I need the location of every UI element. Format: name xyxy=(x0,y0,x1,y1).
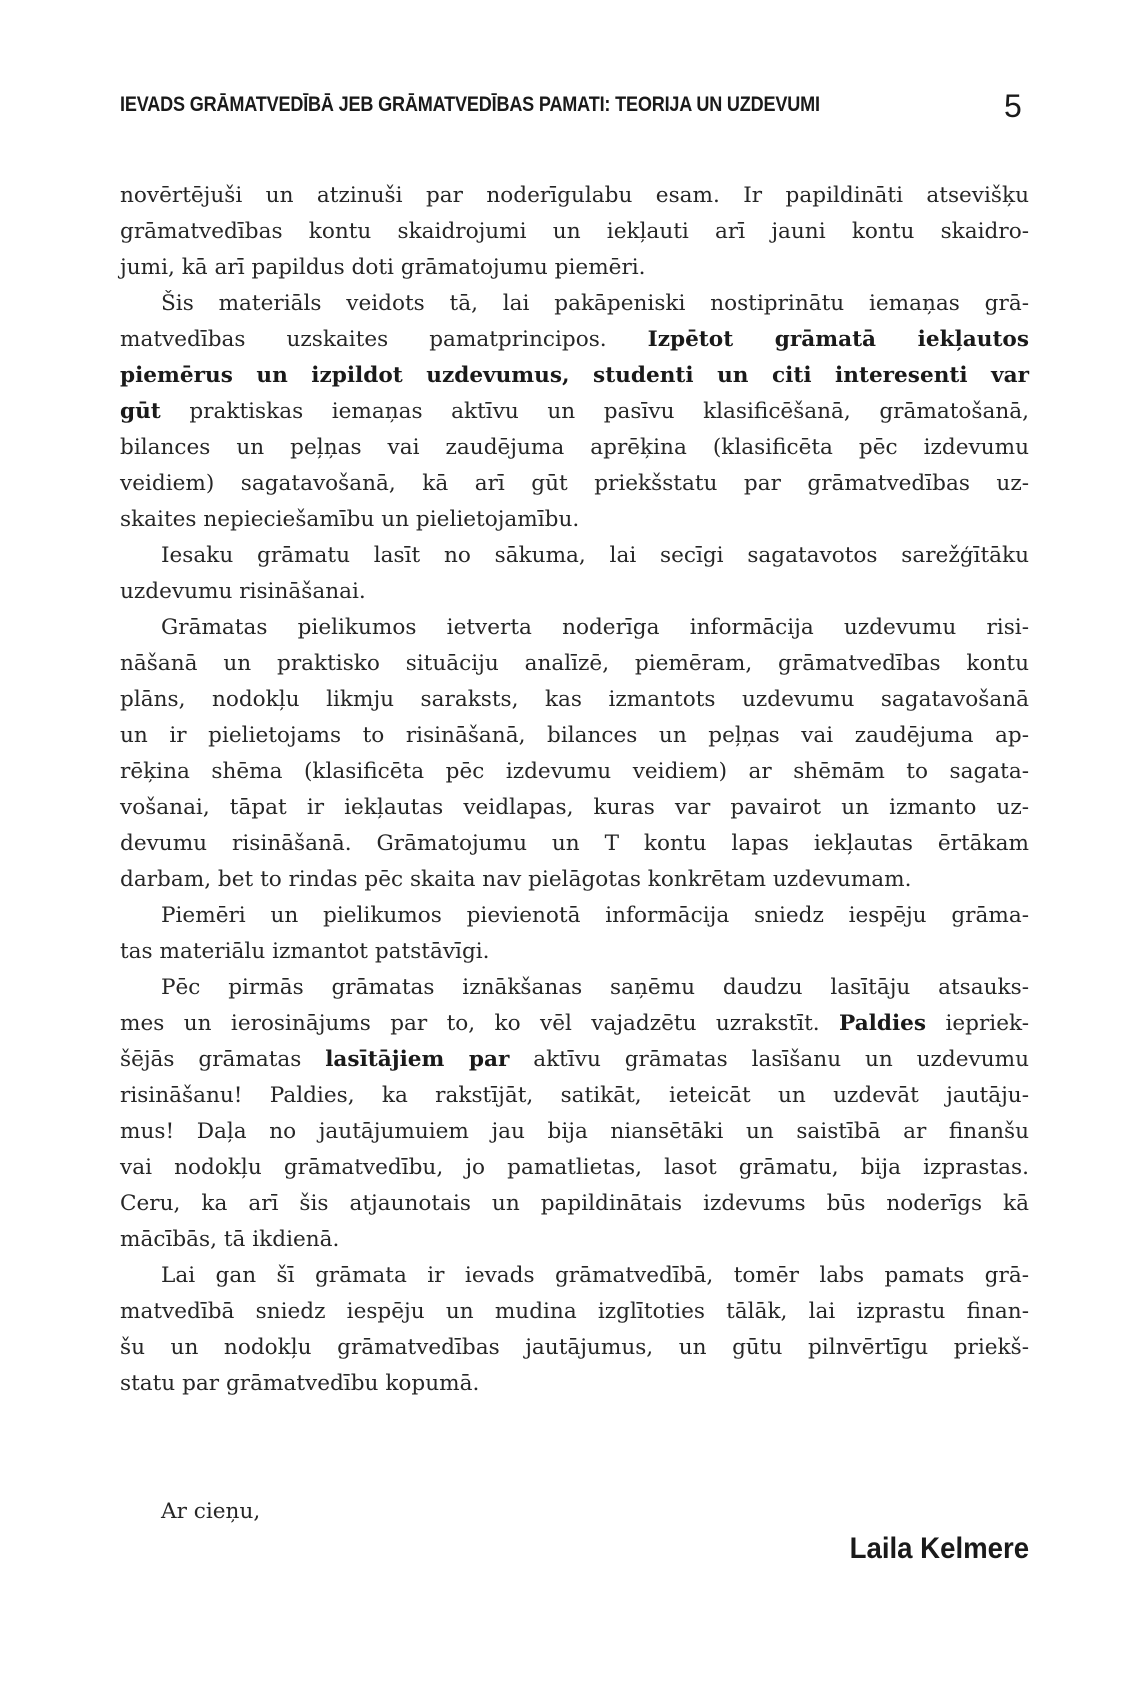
text-line xyxy=(120,1330,1029,1366)
running-header: IEVADS GRĀMATVEDĪBĀ JEB GRĀMATVEDĪBAS PAMATI: TEORIJA UN UZDEVUMI xyxy=(120,93,820,116)
bold-text-segment: gūt xyxy=(120,399,161,424)
text-line xyxy=(120,934,1029,970)
bold-text-segment: piemērus un izpildot uzdevumus, studenti un citi interesenti var xyxy=(120,363,1029,388)
text-segment: šējās grāmatas xyxy=(120,1047,326,1072)
text-line xyxy=(120,826,1029,862)
text-line xyxy=(120,322,1029,358)
text-line xyxy=(120,250,1029,286)
text-line xyxy=(120,1366,1029,1402)
text-line xyxy=(120,1078,1029,1114)
text-segment: šu un nodokļu grāmatvedības jautājumus, un gūtu pilnvērtīgu priekš- xyxy=(120,1335,1029,1360)
text-segment: vai nodokļu grāmatvedību, jo pamatlietas, lasot grāmatu, bija izprastas. xyxy=(120,1155,1029,1180)
text-segment: vošanai, tāpat ir iekļautas veidlapas, kuras var pavairot un izmanto uz- xyxy=(120,795,1029,820)
text-line xyxy=(120,358,1029,394)
text-segment: veidiem) sagatavošanā, kā arī gūt priekšstatu par grāmatvedības uz- xyxy=(120,471,1029,496)
text-segment: Grāmatas pielikumos ietverta noderīga informācija uzdevumu risi- xyxy=(161,615,1029,640)
closing-salutation: Ar cieņu, xyxy=(161,1499,261,1524)
text-segment: nāšanā un praktisko situāciju analīzē, piemēram, grāmatvedības kontu xyxy=(120,651,1029,676)
text-line xyxy=(120,214,1029,250)
text-line xyxy=(120,1150,1029,1186)
text-line xyxy=(120,430,1029,466)
text-segment: risināšanu! Paldies, ka rakstījāt, satikāt, ieteicāt un uzdevāt jautāju- xyxy=(120,1083,1029,1108)
text-segment: mus! Daļa no jautājumuiem jau bija niansētāki un saistībā ar finanšu xyxy=(120,1119,1029,1144)
text-segment: Šis materiāls veidots tā, lai pakāpeniski nostiprinātu iemaņas grā- xyxy=(161,291,1029,316)
text-segment: Ceru, ka arī šis atjaunotais un papildinātais izdevums būs noderīgs kā xyxy=(120,1191,1029,1216)
page-number: 5 xyxy=(1004,88,1022,124)
text-line xyxy=(120,574,1029,610)
text-line xyxy=(120,718,1029,754)
author-signature: Laila Kelmere xyxy=(849,1532,1029,1565)
text-line xyxy=(120,646,1029,682)
text-segment: bilances un peļņas vai zaudējuma aprēķina (klasificēta pēc izdevumu xyxy=(120,435,1029,460)
text-segment: Pēc pirmās grāmatas iznākšanas saņēmu daudzu lasītāju atsauks- xyxy=(161,975,1029,1000)
bold-text-segment: Izpētot grāmatā iekļautos xyxy=(647,327,1029,352)
text-line xyxy=(120,862,1029,898)
text-line xyxy=(120,538,1029,574)
text-line xyxy=(120,970,1029,1006)
text-segment: uzdevumu risināšanai. xyxy=(120,579,366,604)
text-segment: un ir pielietojams to risināšanā, bilances un peļņas vai zaudējuma ap- xyxy=(120,723,1029,748)
text-line xyxy=(120,790,1029,826)
text-segment: plāns, nodokļu likmju saraksts, kas izmantots uzdevumu sagatavošanā xyxy=(120,687,1029,712)
text-line xyxy=(120,1222,1029,1258)
text-line xyxy=(120,178,1029,214)
text-segment: mācībās, tā ikdienā. xyxy=(120,1227,340,1252)
text-segment: Piemēri un pielikumos pievienotā informācija sniedz iespēju grāma- xyxy=(161,903,1029,928)
text-line xyxy=(120,754,1029,790)
text-segment: darbam, bet to rindas pēc skaita nav pielāgotas konkrētam uzdevumam. xyxy=(120,867,912,892)
text-segment: grāmatvedības kontu skaidrojumi un iekļauti arī jauni kontu skaidro- xyxy=(120,219,1029,244)
text-line xyxy=(120,898,1029,934)
text-segment: mes un ierosinājums par to, ko vēl vajadzētu uzrakstīt. xyxy=(120,1011,840,1036)
text-line xyxy=(120,1114,1029,1150)
text-segment: statu par grāmatvedību kopumā. xyxy=(120,1371,480,1396)
bold-text-segment: Paldies xyxy=(839,1011,927,1036)
text-segment: jumi, kā arī papildus doti grāmatojumu piemēri. xyxy=(120,255,646,280)
text-line xyxy=(120,610,1029,646)
text-segment: Lai gan šī grāmata ir ievads grāmatvedībā, tomēr labs pamats grā- xyxy=(161,1263,1029,1288)
text-line xyxy=(120,1294,1029,1330)
text-segment: matvedībā sniedz iespēju un mudina izglītoties tālāk, lai izprastu finan- xyxy=(120,1299,1029,1324)
text-segment: aktīvu grāmatas lasīšanu un uzdevumu xyxy=(509,1047,1030,1072)
text-line xyxy=(120,1258,1029,1294)
text-segment: rēķina shēma (klasificēta pēc izdevumu veidiem) ar shēmām to sagata- xyxy=(120,759,1029,784)
bold-text-segment: lasītājiem par xyxy=(325,1047,510,1072)
text-line xyxy=(120,1186,1029,1222)
text-segment: tas materiālu izmantot patstāvīgi. xyxy=(120,939,490,964)
text-segment: praktiskas iemaņas aktīvu un pasīvu klasificēšanā, grāmatošanā, xyxy=(160,399,1029,424)
text-segment: skaites nepieciešamību un pielietojamību. xyxy=(120,507,580,532)
text-line xyxy=(120,286,1029,322)
text-line xyxy=(120,466,1029,502)
text-segment: matvedības uzskaites pamatprincipos. xyxy=(120,327,648,352)
text-segment: devumu risināšanā. Grāmatojumu un T kontu lapas iekļautas ērtākam xyxy=(120,831,1029,856)
text-segment: novērtējuši un atzinuši par noderīgulabu esam. Ir papildināti atsevišķu xyxy=(120,183,1029,208)
text-line xyxy=(120,394,1029,430)
text-segment: iepriek- xyxy=(926,1011,1029,1036)
text-segment: Iesaku grāmatu lasīt no sākuma, lai secīgi sagatavotos sarežģītāku xyxy=(161,543,1029,568)
text-line xyxy=(120,1006,1029,1042)
text-line xyxy=(120,502,1029,538)
text-line xyxy=(120,682,1029,718)
text-line xyxy=(120,1042,1029,1078)
